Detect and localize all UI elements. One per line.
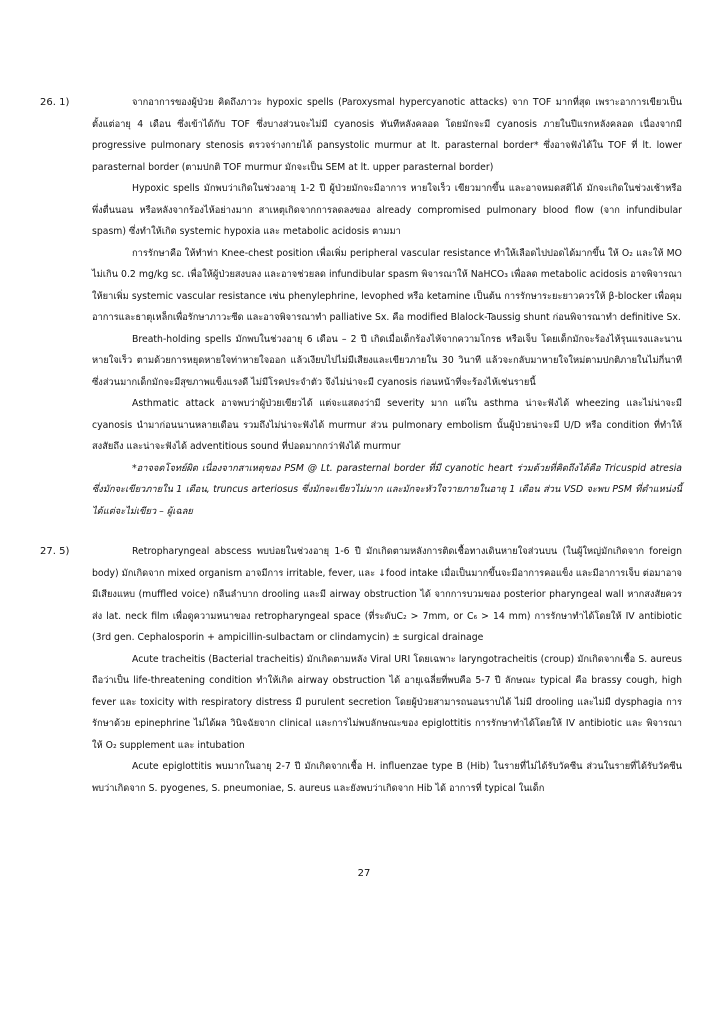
question-27-number: 27. 5) xyxy=(40,546,70,557)
q26-paragraph-1: จากอาการของผู้ป่วย คิดถึงภาวะ hypoxic spells (Paroxysmal hypercyanotic attacks) จาก TOF มากที่สุด เพราะอาการเขียวเป็นตั้งแต่อายุ 4 เดือน ซึ่งเข้าได้กับ TOF ซึ่งบางส่วนจะไม่มี cyanosis ทันทีหลังคลอด โดยมักจะมี cyanosis ภายในปีแรกหลังคลอด เนื่องจากมี progressive pulmonary stenosis ตรวจร่างกายได้ pansystolic murmur at lt. parasternal border* ซึ่งอาจฟังได้ใน TOF ที่ lt. lower parasternal border (ตามปกติ TOF murmur มักจะเป็น SEM at lt. upper parasternal border) xyxy=(92,97,682,173)
q27-paragraph-2: Acute tracheitis (Bacterial tracheitis) มักเกิดตามหลัง Viral URI โดยเฉพาะ laryngotracheitis (croup) มักเกิดจากเชื้อ S. aureus ถือว่าเป็น life-threatening condition ทำให้เกิด airway obstruction ได้ อายุเฉลี่ยที่พบคือ 5-7 ปี ลักษณะ typical คือ brassy cough, high fever และ toxicity with respiratory distress มี purulent secretion โดยผู้ป่วยสามารถนอนราบได้ ไม่มี drooling และไม่มี dysphagia การรักษาด้วย epinephrine ไม่ได้ผล วินิจฉัยจาก clinical และการไม่พบลักษณะของ epiglottitis การรักษาทำได้โดยให้ IV antibiotic และ พิจารณาให้ O₂ supplement และ intubation xyxy=(92,653,682,751)
q26-paragraph-4: Breath-holding spells มักพบในช่วงอายุ 6 เดือน – 2 ปี เกิดเมื่อเด็กร้องไห้จากความโกรธ หรือเจ็บ โดยเด็กมักจะร้องไห้รุนแรงและนาน หายใจเร็ว ตามด้วยการหยุดหายใจท่าหายใจออก แล้วเงียบไปไม่มีเสียงและเขียวภายใน 30 วินาที แล้วจะกลับมาหายใจใหม่ตามปกติภายในไม่กี่นาที ซึ่งส่วนมากเด็กมักจะมีสุขภาพแข็งแรงดี ไม่มีโรคประจำตัว จึงไม่น่าจะมี cyanosis ก่อนหน้าที่จะร้องไห้เช่นรายนี้ xyxy=(92,333,682,388)
q26-paragraph-5: Asthmatic attack อาจพบว่าผู้ป่วยเขียวได้ แต่จะแสดงว่ามี severity มาก แต่ใน asthma น่าจะฟังได้ wheezing และไม่น่าจะมี cyanosis นำมาก่อนนานหลายเดือน รวมถึงไม่น่าจะฟังได้ murmur ส่วน pulmonary embolism นั้นผู้ป่วยน่าจะมี U/D หรือ condition ที่ทำให้สงสัยถึง และน่าจะฟังได้ adventitious sound ที่ปอดมากกว่าฟังได้ murmur xyxy=(92,398,682,452)
q27-paragraph-3: Acute epiglottitis พบมากในอายุ 2-7 ปี มักเกิดจากเชื้อ H. influenzae type B (Hib) ในรายที่ไม่ได้รับวัคซีน ส่วนในรายที่ได้รับวัคซีนพบว่าเกิดจาก S. pyogenes, S. pneumoniae, S. aureus และยังพบว่าเกิดจาก Hib ได้ อาการที่ typical ในเด็ก xyxy=(92,761,682,794)
question-27-answer xyxy=(92,541,682,799)
q27-paragraph-1: Retropharyngeal abscess พบบ่อยในช่วงอายุ 1-6 ปี มักเกิดตามหลังการติดเชื้อทางเดินหายใจส่วนบน (ในผู้ใหญ่มักเกิดจาก foreign body) มักเกิดจาก mixed organism อาจมีการ irritable, fever, และ ↓food intake เมื่อเป็นมากขึ้นจะมีอาการคอแข็ง และมีอาการเจ็บ ต่อมาอาจมีเสียงแหบ (muffled voice) กลืนลำบาก drooling และมี airway obstruction ได้ จากการบวมของ posterior pharyngeal wall หากสงสัยควรส่ง lat. neck film เพื่อดูความหนาของ retropharyngeal space (ที่ระดับC₂ > 7mm, or C₆ > 14 mm) การรักษาทำได้โดยให้ IV antibiotic (3rd gen. Cephalosporin + ampicillin-sulbactam or clindamycin) ± surgical drainage xyxy=(92,546,682,643)
question-26-number: 26. 1) xyxy=(40,97,70,108)
page-number: 27 xyxy=(357,868,371,879)
q26-footnote: *อาจจดโจทย์ผิด เนื่องจากสาเหตุของ PSM @ Lt. parasternal border ที่มี cyanotic heart ร่วมด้วยที่คิดถึงได้คือ Tricuspid atresia ซึ่งมักจะเขียวภายใน 1 เดือน, truncus arteriosus ซึ่งมักจะเขียวไม่มาก และมักจะหัวใจวายภายในอายุ 1 เดือน ส่วน VSD จะพบ PSM ที่ตำแหน่งนี้ได้แต่จะไม่เขียว – ผู้เฉลย xyxy=(92,462,682,517)
q26-paragraph-2: Hypoxic spells มักพบว่าเกิดในช่วงอายุ 1-2 ปี ผู้ป่วยมักจะมีอาการ หายใจเร็ว เขียวมากขึ้น และอาจหมดสติได้ มักจะเกิดในช่วงเช้าหรือพึ่งตื่นนอน หรือหลังจากร้องไห้อย่างมาก สาเหตุเกิดจากการลดลงของ already compromised pulmonary blood flow (จาก infundibular spasm) ซึ่งทำให้เกิด systemic hypoxia และ metabolic acidosis ตามมา xyxy=(92,183,682,237)
question-26-answer xyxy=(92,92,682,522)
q26-paragraph-3: การรักษาคือ ให้ทำท่า Knee-chest position เพื่อเพิ่ม peripheral vascular resistance ทำให้เลือดไปปอดได้มากขึ้น ให้ O₂ และให้ MO ไม่เกิน 0.2 mg/kg sc. เพื่อให้ผู้ป่วยสงบลง และอาจช่วยลด infundibular spasm พิจารณาให้ NaHCO₃ เพื่อลด metabolic acidosis อาจพิจารณาให้ยาเพิ่ม systemic vascular resistance เช่น phenylephrine, levophed หรือ ketamine เป็นต้น การรักษาระยะยาวควรให้ β-blocker เพื่อคุมอาการและธาตุเหล็กเพื่อรักษาภาวะซีด และอาจพิจารณาทำ palliative Sx. คือ modified Blalock-Taussig shunt ก่อนพิจารณาทำ definitive Sx. xyxy=(92,247,682,323)
